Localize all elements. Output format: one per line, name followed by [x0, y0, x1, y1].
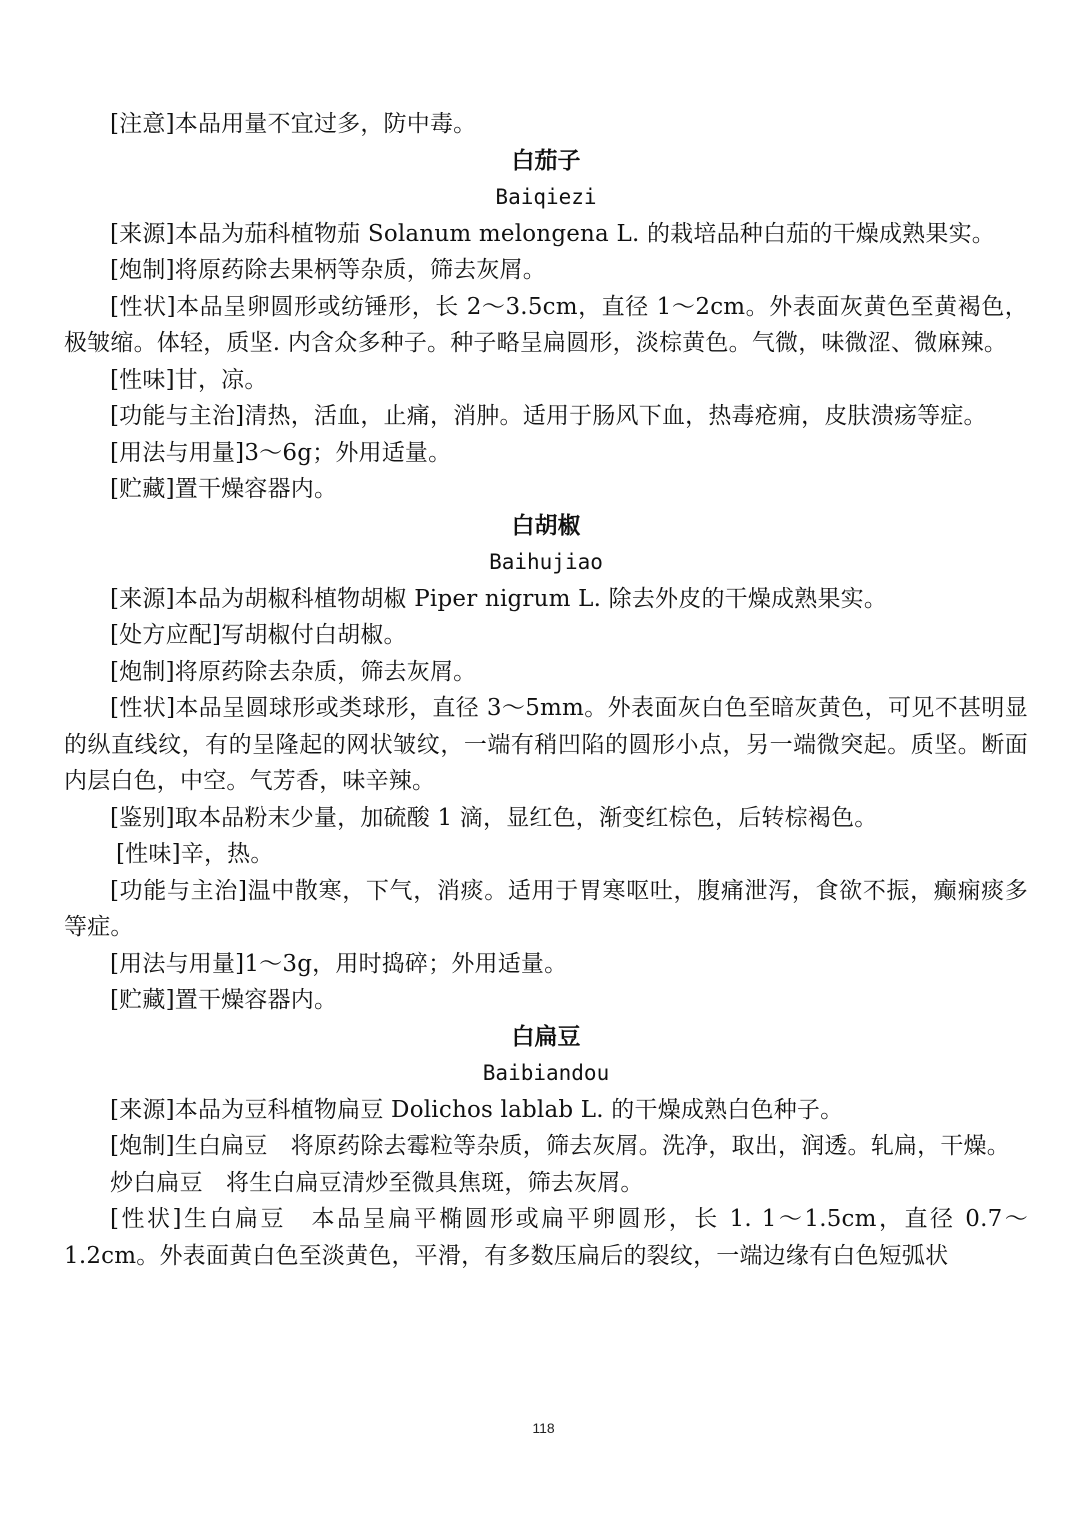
usage-paragraph: [用法与用量]3～6g；外用适量。: [110, 439, 452, 466]
nature-paragraph: [性味]甘，凉。: [110, 366, 268, 393]
entry-title-baibiandou: 白扁豆: [511, 1022, 581, 1050]
processing-paragraph: [炮制]将原药除去果柄等杂质，筛去灰屑。: [110, 257, 546, 283]
processing-paragraph: [炮制]将原药除去杂质，筛去灰屑。: [110, 658, 477, 685]
storage-paragraph: [贮藏]置干燥容器内。: [110, 476, 338, 502]
page-number: 118: [532, 1420, 555, 1436]
source-paragraph: [来源]本品为茄科植物茄 Solanum melongena L. 的栽培品种白茄的干燥成熟果实。: [110, 220, 995, 247]
note-paragraph: [注意]本品用量不宜过多，防中毒。: [110, 111, 477, 137]
entry-pinyin-baiqiezi: Baiqiezi: [495, 185, 597, 209]
identification-paragraph: [鉴别]取本品粉末少量，加硫酸 1 滴，显红色，渐变红棕色，后转棕褐色。: [110, 804, 878, 831]
entry-pinyin-baibiandou: Baibiandou: [482, 1061, 610, 1085]
prescription-paragraph: [处方应配]写胡椒付白胡椒。: [110, 622, 407, 648]
entry-title-baihujiao: 白胡椒: [511, 511, 581, 539]
source-paragraph: [来源]本品为胡椒科植物胡椒 Piper nigrum L. 除去外皮的干燥成熟果实。: [110, 585, 888, 612]
nature-paragraph: [性味]辛，热。: [116, 841, 274, 867]
document-page: [64, 106, 1028, 1274]
entry-pinyin-baihujiao: Baihujiao: [489, 550, 603, 574]
storage-paragraph: [贮藏]置干燥容器内。: [110, 987, 338, 1013]
processing-paragraph: [炮制]生白扁豆 将原药除去霉粒等杂质，筛去灰屑。洗净，取出，润透。轧扁，干燥。: [110, 1133, 1010, 1159]
characters-paragraph: [性状]生白扁豆 本品呈扁平椭圆形或扁平卵圆形，长 1. 1～1.5cm，直径 0.7～1.2cm。外表面黄白色至淡黄色，平滑，有多数压扁后的裂纹，一端边缘有白色短弧状: [64, 1206, 1028, 1269]
entry-title-baiqiezi: 白茄子: [511, 146, 581, 174]
processing-paragraph-2: 炒白扁豆 将生白扁豆清炒至微具焦斑，筛去灰屑。: [110, 1169, 644, 1196]
source-paragraph: [来源]本品为豆科植物扁豆 Dolichos lablab L. 的干燥成熟白色种子。: [110, 1096, 844, 1123]
characters-paragraph: [性状]本品呈卵圆形或纺锤形，长 2～3.5cm，直径 1～2cm。外表面灰黄色至黄褐色，极皱缩。体轻，质坚. 内含众多种子。种子略呈扁圆形，淡棕黄色。气微，味微涩、微麻辣。: [64, 293, 1028, 356]
function-paragraph: [功能与主治]清热，活血，止痛，消肿。适用于肠风下血，热毒疮痈，皮肤溃疡等症。: [110, 403, 987, 429]
characters-paragraph: [性状]本品呈圆球形或类球形，直径 3～5mm。外表面灰白色至暗灰黄色，可见不甚明显的纵直线纹，有的呈隆起的网状皱纹，一端有稍凹陷的圆形小点，另一端微突起。质坚。断面内层白色，中空。气芳香，味辛辣。: [64, 695, 1028, 794]
usage-paragraph: [用法与用量]1～3g，用时捣碎；外用适量。: [110, 950, 568, 977]
function-paragraph: [功能与主治]温中散寒，下气，消痰。适用于胃寒呕吐，腹痛泄泻，食欲不振，癫痫痰多等症。: [64, 877, 1028, 940]
